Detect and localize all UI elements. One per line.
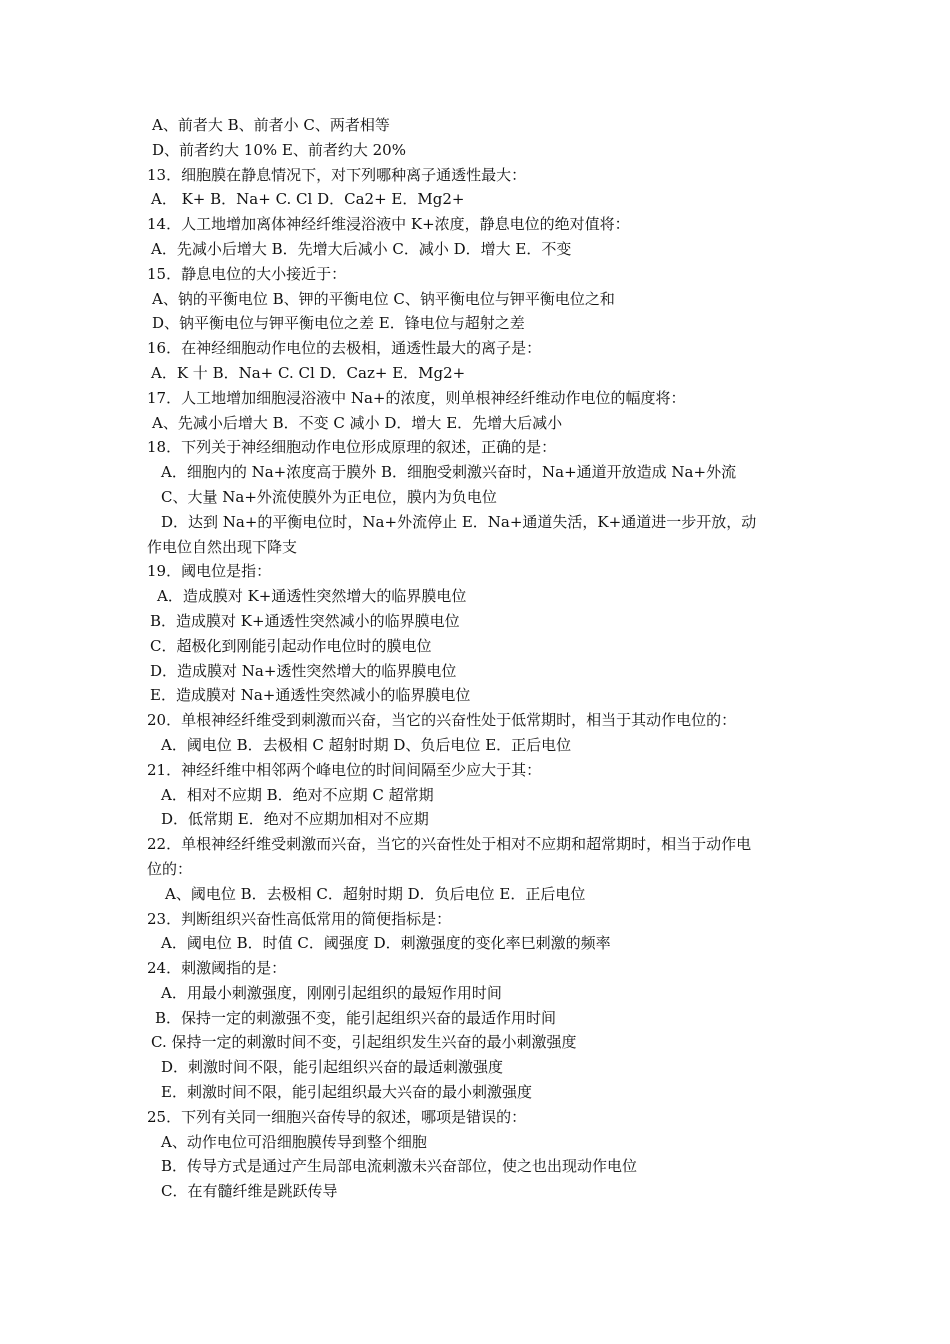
question-line: 16．在神经细胞动作电位的去极相，通透性最大的离子是： bbox=[147, 339, 542, 358]
question-line: 20．单根神经纤维受到刺激而兴奋，当它的兴奋性处于低常期时，相当于其动作电位的： bbox=[147, 711, 737, 730]
option-line: D、前者约大 10% E、前者约大 20% bbox=[152, 140, 406, 159]
option-line: A．阈电位 B．时值 C．阈强度 D．刺激强度的变化率巳刺激的频率 bbox=[161, 934, 611, 953]
question-line: 18．下列关于神经细胞动作电位形成原理的叙述，正确的是： bbox=[147, 438, 557, 457]
question-line: 位的： bbox=[147, 859, 193, 878]
option-line: A．造成膜对 K+通透性突然增大的临界膜电位 bbox=[157, 587, 467, 606]
document-page bbox=[0, 113, 950, 1204]
option-line: A、阈电位 B．去极相 C．超射时期 D．负后电位 E．正后电位 bbox=[165, 884, 586, 903]
option-line: A、钠的平衡电位 B、钾的平衡电位 C、钠平衡电位与钾平衡电位之和 bbox=[152, 289, 615, 308]
question-line: 23．判断组织兴奋性高低常用的简便指标是： bbox=[147, 909, 452, 928]
question-line: 15．静息电位的大小接近于： bbox=[147, 264, 347, 283]
question-line: 13．细胞膜在静息情况下，对下列哪种离子通透性最大： bbox=[147, 165, 527, 184]
option-line: B．保持一定的刺激强不变，能引起组织兴奋的最适作用时间 bbox=[155, 1008, 557, 1027]
question-line: 25．下列有关同一细胞兴奋传导的叙述，哪项是错误的： bbox=[147, 1107, 527, 1126]
option-line: D、钠平衡电位与钾平衡电位之差 E．锋电位与超射之差 bbox=[152, 314, 525, 333]
option-line: C. 保持一定的刺激时间不变，引起组织发生兴奋的最小刺激强度 bbox=[151, 1033, 577, 1052]
option-line: A、先减小后增大 B．不变 C 减小 D．增大 E．先增大后减小 bbox=[152, 413, 563, 432]
question-line: 21．神经纤维中相邻两个峰电位的时间间隔至少应大于其： bbox=[147, 760, 542, 779]
option-line: D．低常期 E．绝对不应期加相对不应期 bbox=[161, 810, 429, 829]
option-line: A．细胞内的 Na+浓度高于膜外 B．细胞受刺激兴奋时，Na+通道开放造成 Na+外流 bbox=[161, 463, 737, 482]
option-line: A．阈电位 B．去极相 C 超射时期 D、负后电位 E．正后电位 bbox=[161, 735, 572, 754]
question-line: 14．人工地增加离体神经纤维浸浴液中 K+浓度，静息电位的绝对值将： bbox=[147, 215, 630, 234]
question-line: 作电位自然出现下降支 bbox=[147, 537, 298, 556]
option-line: D．刺激时间不限，能引起组织兴奋的最适刺激强度 bbox=[161, 1058, 504, 1077]
option-line: A．相对不应期 B．绝对不应期 C 超常期 bbox=[161, 785, 434, 804]
option-line: E．造成膜对 Na+通透性突然减小的临界膜电位 bbox=[150, 686, 471, 705]
option-line: D．达到 Na+的平衡电位时，Na+外流停止 E．Na+通道失活，K+通道进一步开放，动 bbox=[161, 512, 757, 531]
option-line: A、前者大 B、前者小 C、两者相等 bbox=[152, 116, 390, 134]
option-line: B．造成膜对 K+通透性突然减小的临界膜电位 bbox=[150, 611, 460, 630]
option-line: C．在有髓纤维是跳跃传导 bbox=[161, 1182, 338, 1201]
question-line: 19．阈电位是指： bbox=[147, 562, 272, 581]
option-line: A．用最小刺激强度，刚刚引起组织的最短作用时间 bbox=[161, 983, 502, 1002]
option-line: C、大量 Na+外流使膜外为正电位，膜内为负电位 bbox=[161, 487, 497, 506]
option-line: D．造成膜对 Na+透性突然增大的临界膜电位 bbox=[150, 661, 457, 680]
option-line: A．K 十 B．Na+ C. Cl D．Caz+ E．Mg2+ bbox=[151, 363, 466, 382]
question-line: 17．人工地增加细胞浸浴液中 Na+的浓度，则单根神经纤维动作电位的幅度将： bbox=[147, 388, 686, 407]
question-line: 22．单根神经纤维受刺激而兴奋，当它的兴奋性处于相对不应期和超常期时，相当于动作电 bbox=[147, 835, 752, 854]
option-line: B．传导方式是通过产生局部电流刺激未兴奋部位，使之也出现动作电位 bbox=[161, 1157, 638, 1176]
option-line: E．刺激时间不限，能引起组织最大兴奋的最小刺激强度 bbox=[161, 1083, 532, 1102]
option-line: A． K+ B．Na+ C. Cl D．Ca2+ E．Mg2+ bbox=[151, 190, 465, 209]
option-line: A．先减小后增大 B．先增大后减小 C．减小 D．增大 E．不变 bbox=[151, 239, 572, 258]
option-line: A、动作电位可沿细胞膜传导到整个细胞 bbox=[161, 1132, 427, 1151]
option-line: C．超极化到刚能引起动作电位时的膜电位 bbox=[150, 636, 432, 655]
question-line: 24．刺激阈指的是： bbox=[147, 959, 287, 978]
